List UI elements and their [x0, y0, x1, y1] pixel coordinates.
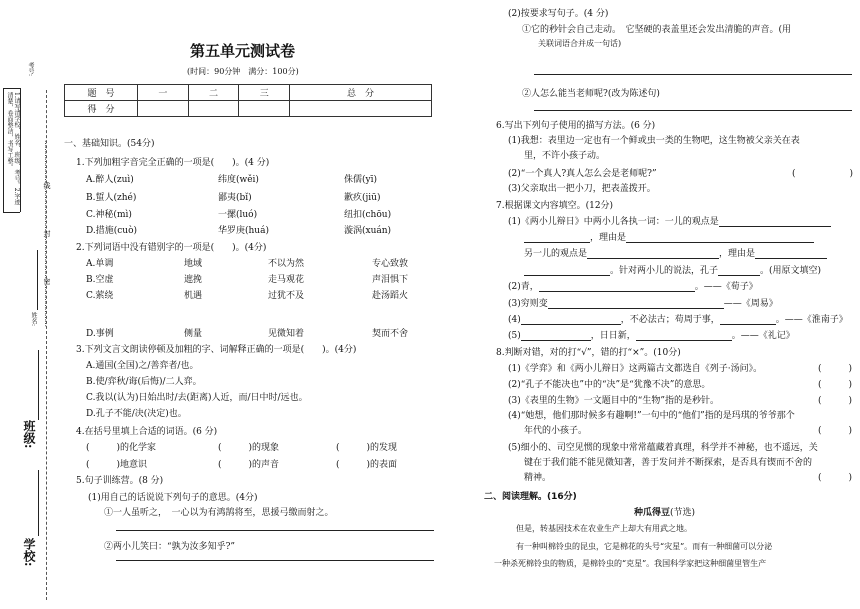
- score-cell[interactable]: [290, 101, 432, 117]
- q7-4-part: ，不必法古；苟周于事，: [620, 315, 720, 325]
- reading-title-note: (节选): [670, 508, 696, 518]
- q2-opt: 契而不舍: [372, 329, 409, 339]
- q1-opt: 鄙夷(bǐ): [218, 193, 252, 203]
- score-table-row: [65, 85, 432, 101]
- q5-1-stem: (1)用自己的话说说下列句子的意思。(4分): [88, 493, 258, 503]
- answer-paren[interactable]: ( ): [792, 169, 854, 179]
- q3-opt: B.使/弈秋/诲(后悔)/二人弈。: [86, 377, 202, 387]
- q5-2a-text: ①它的秒针会自己走动。 它坚硬的表盖里还会发出清脆的声音。(用: [522, 25, 792, 35]
- q6-3-text: (3)父亲取出一把小刀，把表盖拨开。: [508, 184, 656, 194]
- score-cell[interactable]: [239, 101, 290, 117]
- q7-1-part: 。(用原文填空): [760, 266, 822, 276]
- xingming-label: 姓名:: [30, 312, 37, 327]
- answer-paren[interactable]: ( ): [818, 473, 853, 483]
- q7-4-source: 。——《淮南子》: [775, 315, 848, 325]
- q2-opt: 赴汤蹈火: [372, 291, 409, 301]
- q2-opt: B.空虚: [86, 275, 114, 285]
- q7-2-text: [508, 279, 758, 292]
- score-header-cell: 三: [239, 85, 290, 101]
- q7-4-part: (4): [508, 315, 521, 325]
- q5-2b-text: ②人怎么能当老师呢?(改为陈述句): [522, 89, 660, 99]
- score-header-cell: 一: [138, 85, 189, 101]
- score-table-row: [65, 101, 432, 117]
- q8-2-text: (2)“孔子不能决也”中的“决”是“犹豫不决”的意思。: [508, 380, 711, 390]
- q4-stem: 4.在括号里填上合适的词语。(6 分): [76, 427, 218, 437]
- q1-opt: 侏儒(yī): [344, 175, 377, 185]
- q7-1-text: [524, 230, 814, 243]
- q7-stem: 7.根据课文内容填空。(12分): [496, 201, 614, 211]
- q8-4-text-cont: 年代的小孩子。: [524, 426, 588, 436]
- q7-5-part: (5): [508, 331, 521, 341]
- fill-blank[interactable]: [718, 266, 760, 276]
- q1-opt: 歉疚(jiū): [344, 193, 381, 203]
- reading-paragraph: 一种杀死棉铃虫的物质，是棉铃虫的“克星”。我国科学家把这种细菌里管生产: [494, 559, 767, 568]
- q2-opt: 见微知着: [268, 329, 305, 339]
- score-table: [64, 84, 432, 117]
- q5-1b-text: ②两小儿笑曰：“孰为汝多知乎?”: [104, 542, 236, 552]
- exam-subtitle: (时间：90分钟 满分：100分): [187, 67, 299, 76]
- fill-blank[interactable]: [719, 217, 831, 227]
- notice-text: 1.请写清学校、姓名、班级、考号。2.字迹清楚，卷面整洁，书写工整。: [6, 92, 20, 206]
- score-header-cell: 二: [188, 85, 239, 101]
- section-1-heading: 一、基础知识。(54分): [64, 139, 155, 149]
- q3-opt: D.孔子不能/决(决定)也。: [86, 409, 187, 419]
- q2-opt: C.萦绕: [86, 291, 114, 301]
- q8-5-text: (5)细小的、司空见惯的现象中常常蕴藏着真理，科学并不神秘，也不遥远，关: [508, 443, 818, 453]
- q7-1-part: ，理由是: [719, 249, 756, 259]
- q7-5-source: 。——《礼记》: [731, 331, 795, 341]
- q1-opt: 华罗庚(huá): [218, 226, 269, 236]
- q7-1-text: [524, 246, 827, 259]
- q7-1-part: 。针对两小儿的说法，孔子: [610, 266, 719, 276]
- q3-stem: 3.下列文言文朗读停顿及加粗的字、词解释正确的一项是( )。(4分): [76, 345, 357, 355]
- fill-blank[interactable]: [636, 331, 732, 341]
- q8-stem: 8.判断对错，对的打“√”，错的打“×”。(10分): [496, 348, 681, 358]
- q2-opt: 声泪惧下: [372, 275, 409, 285]
- q5-1a-text: ①一人虽听之， 一心以为有鸿鹄将至，思援弓缴而射之。: [104, 508, 334, 518]
- q7-3-part: (3)穷则变: [508, 299, 548, 309]
- q7-1-part: 另一儿的观点是: [524, 249, 588, 259]
- q1-stem: 1.下列加粗字音完全正确的一项是( )。(4 分): [76, 158, 270, 168]
- q2-opt: 专心致敦: [372, 259, 409, 269]
- q7-5-part: ，日日新，: [590, 331, 636, 341]
- answer-paren[interactable]: ( ): [818, 364, 853, 374]
- fill-blank[interactable]: [524, 233, 590, 243]
- fill-blank[interactable]: [539, 282, 695, 292]
- answer-line[interactable]: [116, 560, 434, 561]
- score-header-cell: 题 号: [65, 85, 138, 101]
- q7-1-text: [508, 214, 831, 227]
- notice-box-right: [20, 88, 21, 212]
- q4-blank[interactable]: ( )的表面: [336, 460, 398, 470]
- q7-3-source: ——《周易》: [723, 299, 778, 309]
- seal-line-text: …………………线…………………封…………………密…………………: [43, 140, 51, 326]
- q7-4-text: [508, 312, 848, 325]
- q5-stem: 5.句子训练营。(8 分): [76, 476, 164, 486]
- q2-stem: 2.下列词语中没有错别字的一项是( )。(4分): [76, 243, 267, 253]
- xuexiao-label: 学校:: [22, 538, 36, 567]
- score-cell[interactable]: [188, 101, 239, 117]
- q6-2-text: (2)“一个真人?真人怎么会是老师呢?”: [508, 169, 657, 179]
- reading-title: [634, 505, 695, 518]
- q6-1-text: (1)我想：表里边一定也有一个鲜或虫一类的生物吧，这生物被父亲关在表: [508, 136, 800, 146]
- answer-paren[interactable]: ( ): [818, 396, 853, 406]
- q2-opt: A.单调: [86, 259, 114, 269]
- answer-line[interactable]: [116, 530, 434, 531]
- fill-blank[interactable]: [720, 315, 776, 325]
- q4-blank[interactable]: ( )的化学家: [86, 443, 157, 453]
- reading-title-text: 种瓜得豆: [634, 508, 671, 518]
- reading-paragraph: 但是，转基因技术在农业生产上却大有用武之地。: [516, 524, 692, 533]
- q2-opt: 遮挽: [184, 275, 203, 285]
- q2-opt: 机遇: [184, 291, 203, 301]
- fill-blank[interactable]: [587, 249, 719, 259]
- q7-1-part: (1)《两小儿辩日》中两小儿各执一词：一儿的观点是: [508, 217, 719, 227]
- fill-blank[interactable]: [755, 249, 827, 259]
- q4-blank[interactable]: ( )的声音: [218, 460, 280, 470]
- xuexiao-blank[interactable]: [38, 470, 39, 536]
- q8-5-text-cont: 键在于我们能不能见微知著，善于发问并不断探索，是否具有锲而不舍的: [524, 458, 813, 468]
- section-2-heading: 二、阅读理解。(16分): [484, 492, 577, 502]
- q7-2-part: (2)青，: [508, 282, 539, 292]
- q1-opt: D.措施(cuò): [86, 226, 138, 236]
- q1-opt: 漩涡(xuán): [344, 226, 392, 236]
- q7-1-part: ，理由是: [590, 233, 627, 243]
- q8-5-text-cont: 精神。: [524, 473, 552, 483]
- q2-opt: 走马观花: [268, 275, 305, 285]
- q2-opt: 侧量: [184, 329, 203, 339]
- fill-blank[interactable]: [548, 299, 724, 309]
- answer-paren[interactable]: ( ): [818, 426, 853, 436]
- q4-blank[interactable]: ( )地意识: [86, 460, 148, 470]
- q8-4-text: (4)“她想，他们那时候多有趣啊!”一句中的“他们”指的是玛琪的爷爷那个: [508, 411, 795, 421]
- banji-label: 班级:: [22, 420, 36, 449]
- fill-blank[interactable]: [524, 266, 610, 276]
- score-cell[interactable]: [138, 101, 189, 117]
- q7-1-text: [524, 263, 821, 276]
- q5-2a-note: 关联词语合并成一句话): [538, 39, 622, 48]
- q2-opt: 不以为然: [268, 259, 305, 269]
- exam-title: 第五单元测试卷: [190, 42, 296, 60]
- q1-opt: 纽扣(chōu): [344, 210, 392, 220]
- q8-3-text: (3)《表里的生物》一文题目中的“生物”指的是秒针。: [508, 396, 719, 406]
- q2-opt: 过犹不及: [268, 291, 305, 301]
- reading-paragraph: 有一种叫棉铃虫的昆虫，它是棉花的头号“灾星”。而有一种细菌可以分泌: [516, 542, 773, 551]
- q1-opt: 纬度(wěi): [218, 175, 259, 185]
- q3-opt: C.我以(认为)日始出时/去(距离)人近，而/日中时/远也。: [86, 393, 308, 403]
- notice-box-left: [3, 88, 4, 212]
- fill-blank[interactable]: [521, 315, 621, 325]
- q7-5-text: [508, 328, 795, 341]
- fill-blank[interactable]: [626, 233, 814, 243]
- q4-blank[interactable]: ( )的现象: [218, 443, 280, 453]
- notice-box-bottom: [3, 212, 20, 213]
- kaohao-label: 考号:: [27, 62, 34, 77]
- q2-opt: 地域: [184, 259, 203, 269]
- answer-line[interactable]: [534, 74, 852, 75]
- q6-stem: 6.写出下列句子使用的描写方法。(6 分): [496, 121, 656, 131]
- answer-paren[interactable]: ( ): [818, 380, 853, 390]
- q4-blank[interactable]: ( )的发现: [336, 443, 398, 453]
- answer-line[interactable]: [534, 110, 852, 111]
- banji-blank[interactable]: [38, 350, 39, 420]
- q3-opt: A.通国(全国)之/善弈者/也。: [86, 361, 199, 371]
- q7-2-source: 。——《荀子》: [694, 282, 758, 292]
- score-row-label: 得 分: [65, 101, 138, 117]
- q8-1-text: (1)《学弈》和《两小儿辩日》这两篇古文都选自《列子·汤问》。: [508, 364, 763, 374]
- q1-opt: A.醉人(zuì): [86, 175, 134, 185]
- notice-box-top: [3, 88, 20, 89]
- q6-1-text-cont: 里，不许小孩子动。: [524, 151, 606, 161]
- q1-opt: C.神秘(mì): [86, 210, 132, 220]
- q7-3-text: [508, 296, 778, 309]
- fill-blank[interactable]: [521, 331, 591, 341]
- q2-opt: D.事例: [86, 329, 114, 339]
- q5-2-stem: (2)按要求写句子。(4 分): [508, 9, 609, 19]
- q1-opt: B.蜇人(zhé): [86, 193, 137, 203]
- xingming-blank[interactable]: [37, 250, 38, 310]
- q1-opt: 一摞(luó): [218, 210, 258, 220]
- score-header-cell: 总 分: [290, 85, 432, 101]
